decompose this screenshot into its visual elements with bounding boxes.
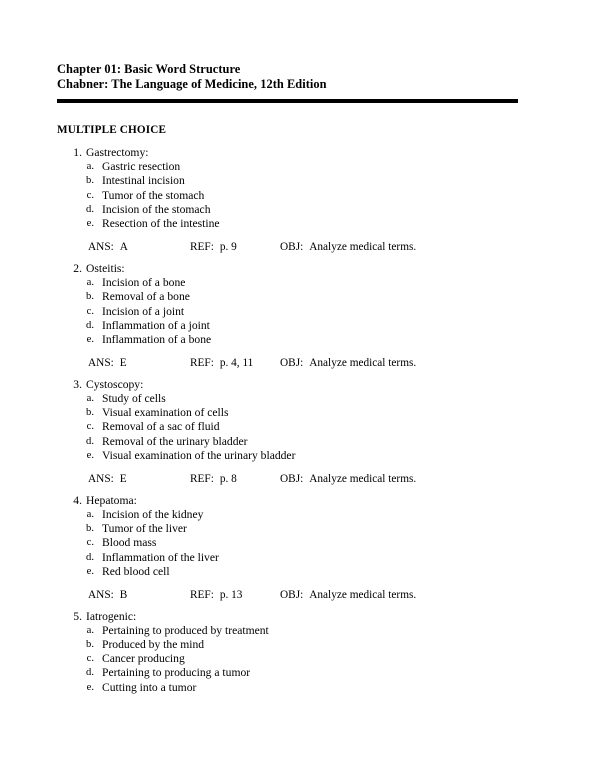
question-text: Osteitis: — [86, 261, 125, 275]
question-list — [0, 146, 600, 702]
option-item[interactable] — [0, 319, 600, 333]
option-item[interactable] — [0, 449, 600, 463]
option-text: Gastric resection — [102, 160, 181, 174]
document-header — [57, 62, 519, 91]
option-list — [0, 392, 600, 463]
question-number: 2. — [73, 261, 82, 275]
option-letter: d. — [86, 551, 94, 563]
reference-field — [190, 472, 237, 486]
question-block — [0, 494, 600, 602]
answer-value: B — [119, 588, 128, 601]
question-number: 5. — [73, 609, 82, 623]
option-item[interactable] — [0, 652, 600, 666]
option-text: Incision of a bone — [102, 276, 186, 290]
reference-field — [190, 356, 253, 370]
option-item[interactable] — [0, 638, 600, 652]
answer-field — [88, 240, 128, 254]
option-letter: a. — [86, 277, 94, 289]
question-stem — [0, 378, 600, 392]
option-letter: a. — [86, 161, 94, 173]
question-block — [0, 378, 600, 486]
option-text: Blood mass — [102, 536, 157, 550]
option-item[interactable] — [0, 681, 600, 695]
answer-value: E — [119, 357, 127, 370]
question-text: Hepatoma: — [86, 493, 137, 507]
objective-label: OBJ: — [280, 588, 304, 601]
question-number: 4. — [73, 493, 82, 507]
section-title: MULTIPLE CHOICE — [57, 124, 167, 136]
objective-label: OBJ: — [280, 357, 304, 370]
option-item[interactable] — [0, 174, 600, 188]
option-item[interactable] — [0, 276, 600, 290]
option-text: Produced by the mind — [102, 638, 205, 652]
option-letter: e. — [86, 333, 94, 345]
reference-label: REF: — [190, 357, 214, 370]
option-text: Cutting into a tumor — [102, 680, 197, 694]
objective-value: Analyze medical terms. — [309, 357, 417, 370]
option-letter: d. — [86, 667, 94, 679]
option-text: Resection of the intestine — [102, 217, 220, 231]
option-item[interactable] — [0, 189, 600, 203]
option-letter: b. — [86, 523, 94, 535]
option-text: Removal of the urinary bladder — [102, 434, 248, 448]
answer-value: E — [119, 473, 127, 486]
option-letter: c. — [86, 537, 94, 549]
option-item[interactable] — [0, 217, 600, 231]
question-text: Gastrectomy: — [86, 146, 149, 159]
option-letter: d. — [86, 435, 94, 447]
option-item[interactable] — [0, 203, 600, 217]
question-block — [0, 262, 600, 370]
option-text: Inflammation of a joint — [102, 318, 210, 332]
answer-value: A — [119, 241, 128, 254]
option-text: Incision of the kidney — [102, 507, 204, 521]
answer-label: ANS: — [88, 241, 114, 254]
option-letter: d. — [86, 319, 94, 331]
option-item[interactable] — [0, 551, 600, 565]
answer-line — [0, 356, 600, 370]
option-text: Red blood cell — [102, 564, 170, 578]
reference-label: REF: — [190, 588, 214, 601]
option-item[interactable] — [0, 406, 600, 420]
option-letter: e. — [86, 449, 94, 461]
option-text: Tumor of the stomach — [102, 188, 205, 202]
header-chapter-title: Chapter 01: Basic Word Structure — [57, 62, 241, 76]
option-item[interactable] — [0, 522, 600, 536]
option-text: Visual examination of the urinary bladder — [102, 448, 296, 462]
option-text: Cancer producing — [102, 652, 185, 666]
option-item[interactable] — [0, 333, 600, 347]
question-number: 3. — [73, 377, 82, 391]
option-letter: b. — [86, 407, 94, 419]
answer-line — [0, 472, 600, 486]
option-text: Removal of a sac of fluid — [102, 420, 220, 434]
question-text: Cystoscopy: — [86, 377, 144, 391]
option-letter: e. — [86, 681, 94, 693]
option-letter: b. — [86, 175, 94, 187]
objective-label: OBJ: — [280, 473, 304, 486]
option-item[interactable] — [0, 420, 600, 434]
option-text: Tumor of the liver — [102, 522, 187, 536]
option-letter: b. — [86, 639, 94, 651]
option-item[interactable] — [0, 392, 600, 406]
option-list — [0, 276, 600, 347]
question-stem — [0, 146, 600, 160]
answer-field — [88, 588, 127, 602]
option-letter: a. — [86, 393, 94, 405]
option-letter: d. — [86, 203, 94, 215]
question-block — [0, 146, 600, 254]
reference-value: p. 4, 11 — [219, 357, 254, 370]
option-item[interactable] — [0, 666, 600, 680]
option-letter: c. — [86, 653, 94, 665]
objective-value: Analyze medical terms. — [309, 588, 417, 601]
option-item[interactable] — [0, 565, 600, 579]
reference-value: p. 8 — [219, 473, 237, 486]
option-text: Intestinal incision — [102, 174, 185, 188]
option-item[interactable] — [0, 435, 600, 449]
option-letter: a. — [86, 508, 94, 520]
objective-label: OBJ: — [280, 241, 304, 254]
option-letter: b. — [86, 291, 94, 303]
option-list — [0, 624, 600, 695]
option-letter: e. — [86, 565, 94, 577]
answer-field — [88, 472, 127, 486]
option-letter: c. — [86, 421, 94, 433]
reference-label: REF: — [190, 241, 214, 254]
objective-field — [280, 472, 416, 486]
option-letter: e. — [86, 218, 94, 230]
answer-field — [88, 356, 127, 370]
objective-field — [280, 588, 416, 602]
objective-value: Analyze medical terms. — [309, 241, 417, 254]
option-letter: c. — [86, 189, 94, 201]
option-text: Inflammation of a bone — [102, 332, 212, 346]
option-list — [0, 160, 600, 231]
objective-field — [280, 240, 416, 254]
answer-line — [0, 240, 600, 254]
header-divider-rule — [57, 99, 518, 103]
answer-label: ANS: — [88, 473, 114, 486]
answer-line — [0, 588, 600, 602]
question-text: Iatrogenic: — [86, 609, 137, 623]
option-text: Inflammation of the liver — [102, 550, 219, 564]
option-item[interactable] — [0, 160, 600, 174]
option-text: Pertaining to producing a tumor — [102, 666, 251, 680]
option-text: Incision of the stomach — [102, 202, 211, 216]
option-item[interactable] — [0, 624, 600, 638]
option-text: Pertaining to produced by treatment — [102, 623, 269, 637]
option-item[interactable] — [0, 290, 600, 304]
reference-label: REF: — [190, 473, 214, 486]
option-item[interactable] — [0, 508, 600, 522]
option-text: Removal of a bone — [102, 290, 190, 304]
option-letter: a. — [86, 624, 94, 636]
objective-field — [280, 356, 416, 370]
question-block — [0, 610, 600, 695]
answer-label: ANS: — [88, 357, 114, 370]
question-number: 1. — [73, 146, 82, 159]
question-stem — [0, 494, 600, 508]
question-stem — [0, 262, 600, 276]
option-item[interactable] — [0, 305, 600, 319]
option-text: Study of cells — [102, 392, 166, 406]
option-text: Incision of a joint — [102, 304, 185, 318]
objective-value: Analyze medical terms. — [309, 473, 417, 486]
option-letter: c. — [86, 305, 94, 317]
reference-field — [190, 588, 242, 602]
question-stem — [0, 610, 600, 624]
option-text: Visual examination of cells — [102, 406, 229, 420]
header-book-title: Chabner: The Language of Medicine, 12th Edition — [57, 76, 327, 91]
reference-field — [190, 240, 237, 254]
reference-value: p. 9 — [219, 241, 237, 254]
reference-value: p. 13 — [219, 588, 243, 601]
option-list — [0, 508, 600, 579]
option-item[interactable] — [0, 536, 600, 550]
answer-label: ANS: — [88, 588, 114, 601]
